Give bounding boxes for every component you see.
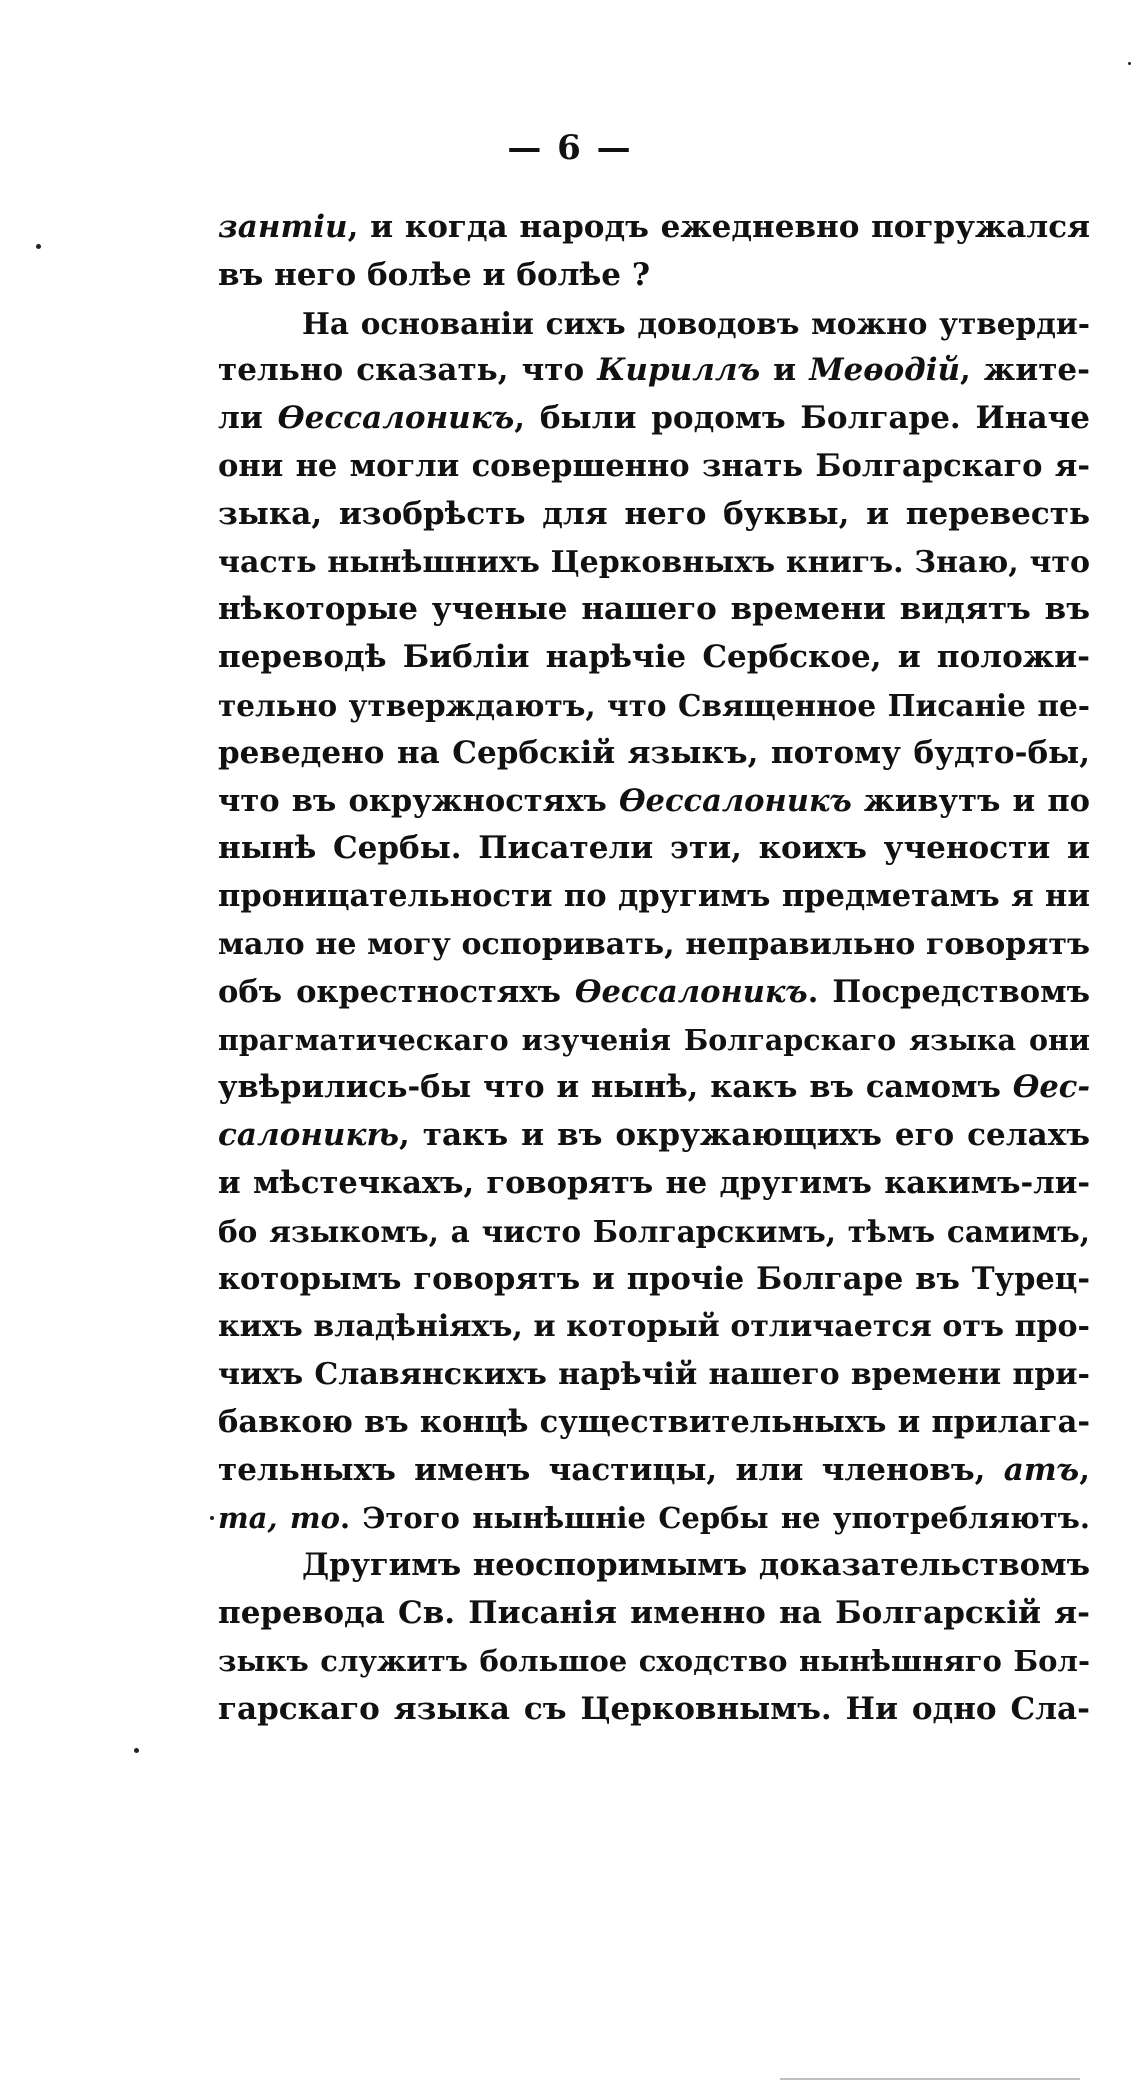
text-segment: кихъ владѣніяхъ, и который отличается отъ про- (218, 1309, 1090, 1345)
text-line (218, 1590, 1090, 1638)
text-segment: перевода Св. Писанія именно на Болгарскій я- (218, 1595, 1090, 1632)
text-line (218, 252, 1090, 300)
text-segment: чихъ Славянскихъ нарѣчій нашего времени при- (218, 1357, 1090, 1393)
text-line (218, 1399, 1090, 1447)
text-segment: , жите- (960, 352, 1090, 389)
scan-speck (1128, 62, 1131, 65)
text-segment: тельныхъ именъ частицы, или членовъ, (218, 1451, 1004, 1488)
text-line (218, 1542, 1090, 1590)
text-line (218, 1447, 1090, 1495)
text-line (218, 204, 1090, 252)
text-segment: , были родомъ Болгаре. Иначе (514, 400, 1090, 437)
text-segment: зыка, изобрѣсть для него буквы, и перевесть (218, 495, 1090, 532)
text-segment: бавкою въ концѣ существительныхъ и прилага- (218, 1403, 1090, 1440)
text-line (218, 1017, 1090, 1065)
text-line (218, 634, 1090, 682)
text-line (218, 730, 1090, 778)
text-segment: На основаніи сихъ доводовъ можно утверди- (302, 305, 1090, 341)
text-segment: нѣкоторые ученые нашего времени видятъ въ (218, 591, 1090, 628)
page-number: — 6 — (507, 128, 633, 168)
italic-text: атъ (1003, 1451, 1080, 1488)
text-line (218, 1638, 1090, 1686)
italic-text: зантіи (218, 209, 348, 245)
text-line (218, 778, 1090, 826)
text-line (218, 1064, 1090, 1112)
text-line (218, 921, 1090, 969)
text-segment: которымъ говорятъ и прочіе Болгаре въ Турец- (218, 1260, 1090, 1297)
text-segment: ли (218, 400, 278, 437)
italic-text: салоникѣ (218, 1117, 399, 1154)
text-segment: , (1079, 1451, 1090, 1488)
body-text (218, 204, 1090, 1734)
text-segment: Другимъ неоспоримымъ доказательствомъ (302, 1547, 1090, 1584)
italic-text: Ѳессалоникъ (618, 782, 852, 819)
text-segment: тельно сказать, что (218, 352, 598, 389)
italic-text: та, то (218, 1500, 340, 1535)
scan-edge-rule (780, 2078, 1080, 2080)
text-line (218, 1160, 1090, 1208)
text-segment: нынѣ Сербы. Писатели эти, коихъ учености и (218, 830, 1090, 867)
scan-speck (210, 1516, 214, 1520)
text-line (218, 969, 1090, 1017)
scan-speck (36, 244, 41, 249)
text-segment: зыкъ служитъ большое сходство нынѣшняго Бол- (218, 1643, 1090, 1678)
text-line (218, 1686, 1090, 1734)
italic-text: Ѳес- (1012, 1069, 1090, 1106)
text-segment: , такъ и въ окружающихъ его селахъ (399, 1117, 1090, 1154)
text-segment: . Посредствомъ (807, 973, 1090, 1010)
text-segment: они не могли совершенно знать Болгарскаго я- (218, 447, 1090, 484)
text-segment: часть нынѣшнихъ Церковныхъ книгъ. Знаю, что (218, 544, 1090, 580)
text-segment: гарскаго языка съ Церковнымъ. Ни одно Сла- (218, 1690, 1090, 1727)
italic-text: Меѳодій (809, 352, 961, 389)
text-line (218, 873, 1090, 921)
text-segment: увѣрились-бы что и нынѣ, какъ въ самомъ (218, 1069, 1013, 1106)
text-segment: что въ окружностяхъ (218, 782, 619, 819)
text-line (218, 539, 1090, 587)
italic-text: Ѳессалоникъ (277, 400, 515, 437)
italic-text: Кириллъ (597, 352, 761, 389)
text-line (218, 586, 1090, 634)
text-line (218, 825, 1090, 873)
text-segment: проницательности по другимъ предметамъ я ни (218, 878, 1090, 915)
text-line (218, 1351, 1090, 1399)
text-segment: и (760, 352, 810, 389)
text-segment: въ него болѣе и болѣе ? (218, 256, 650, 293)
text-segment: и мѣстечкахъ, говорятъ не другимъ какимъ-ли- (218, 1164, 1090, 1201)
text-line (218, 1495, 1090, 1543)
text-segment: бо языкомъ, а чисто Болгарскимъ, тѣмъ самимъ, (218, 1213, 1090, 1249)
italic-text: Ѳессалоникъ (574, 973, 808, 1010)
text-segment: мало не могу оспоривать, неправильно говорятъ (218, 926, 1090, 962)
text-segment: прагматическаго изученія Болгарскаго языка они (218, 1022, 1090, 1057)
text-segment: тельно утверждаютъ, что Священное Писаніе пе- (218, 687, 1090, 723)
text-line (218, 1208, 1090, 1256)
text-line (218, 1256, 1090, 1304)
text-segment: реведено на Сербскій языкъ, потому будто-бы, (218, 734, 1090, 771)
text-segment: . Этого нынѣшніе Сербы не употребляютъ. (339, 1500, 1090, 1535)
text-line (218, 300, 1090, 348)
text-segment: , и когда народъ ежедневно погружался (347, 209, 1090, 245)
text-segment: живутъ и по (851, 782, 1091, 819)
text-segment: объ окрестностяхъ (218, 973, 575, 1010)
text-line (218, 395, 1090, 443)
text-line (218, 1112, 1090, 1160)
text-line (218, 1303, 1090, 1351)
scan-speck (134, 1748, 139, 1753)
text-line (218, 491, 1090, 539)
text-line (218, 682, 1090, 730)
text-line (218, 443, 1090, 491)
text-line (218, 347, 1090, 395)
text-segment: переводѣ Библіи нарѣчіе Сербское, и положи- (218, 639, 1090, 676)
